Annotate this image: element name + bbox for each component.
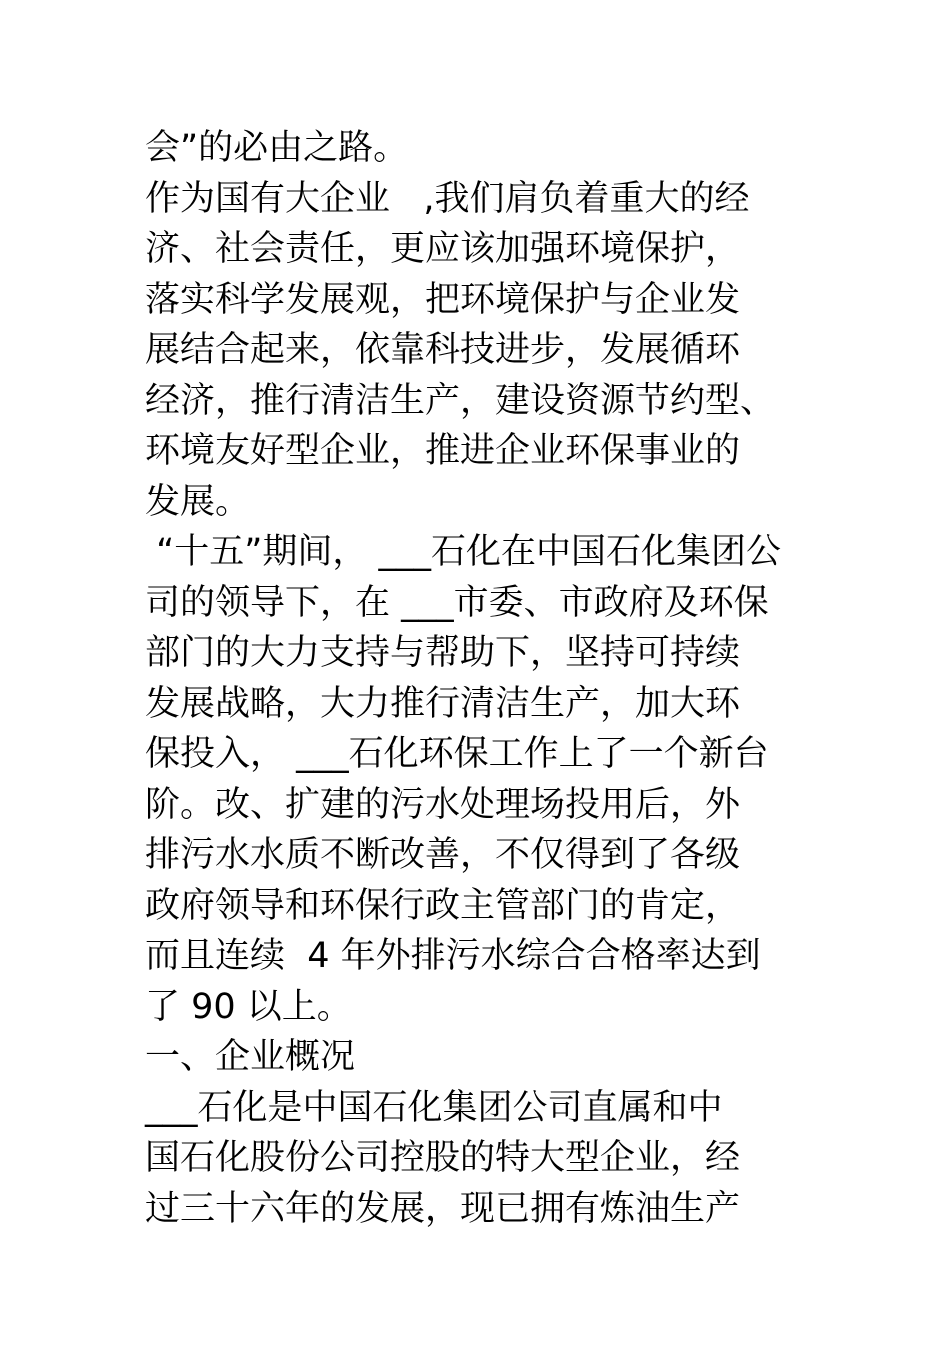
text-line: 发展。 xyxy=(145,481,251,522)
section-heading: 一、企业概况 xyxy=(145,1037,356,1077)
text-line: 发展战略，大力推行清洁生产，加大环 xyxy=(145,683,741,724)
text-line: 了 90 以上。 xyxy=(145,986,352,1027)
text-line: 过三十六年的发展，现已拥有炼油生产 xyxy=(145,1188,741,1229)
text-line: 展结合起来，依靠科技进步，发展循环 xyxy=(145,330,741,370)
text-line: 国石化股份公司控股的特大型企业，经 xyxy=(145,1138,741,1178)
text-line: 排污水水质不断改善，不仅得到了各级 xyxy=(145,835,741,875)
text-line: 会”的必由之路。 xyxy=(145,128,409,168)
text-line: ___石化是中国石化集团公司直属和中 xyxy=(145,1087,723,1128)
text-line: 济、社会责任，更应该加强环境保护， xyxy=(145,229,741,269)
text-line: 经济，推行清洁生产，建设资源节约型、 xyxy=(145,380,776,421)
text-line: 而且连续 4 年外排污水综合合格率达到 xyxy=(145,936,761,976)
text-line: 作为国有大企业 ,我们肩负着重大的经 xyxy=(145,178,750,219)
text-line: 政府领导和环保行政主管部门的肯定， xyxy=(145,885,741,926)
text-line: 部门的大力支持与帮助下，坚持可持续 xyxy=(145,633,741,673)
text-line: 落实科学发展观，把环境保护与企业发 xyxy=(145,279,741,320)
text-line: 保投入， ___石化环保工作上了一个新台 xyxy=(145,734,769,774)
text-line: 环境友好型企业，推进企业环保事业的 xyxy=(145,431,741,471)
text-line: “十五”期间， ___石化在中国石化集团公 xyxy=(145,532,782,572)
text-line: 司的领导下，在 ___市委、市政府及环保 xyxy=(145,582,769,623)
body-text xyxy=(145,123,805,1234)
text-line: 阶。改、扩建的污水处理场投用后，外 xyxy=(145,784,741,825)
